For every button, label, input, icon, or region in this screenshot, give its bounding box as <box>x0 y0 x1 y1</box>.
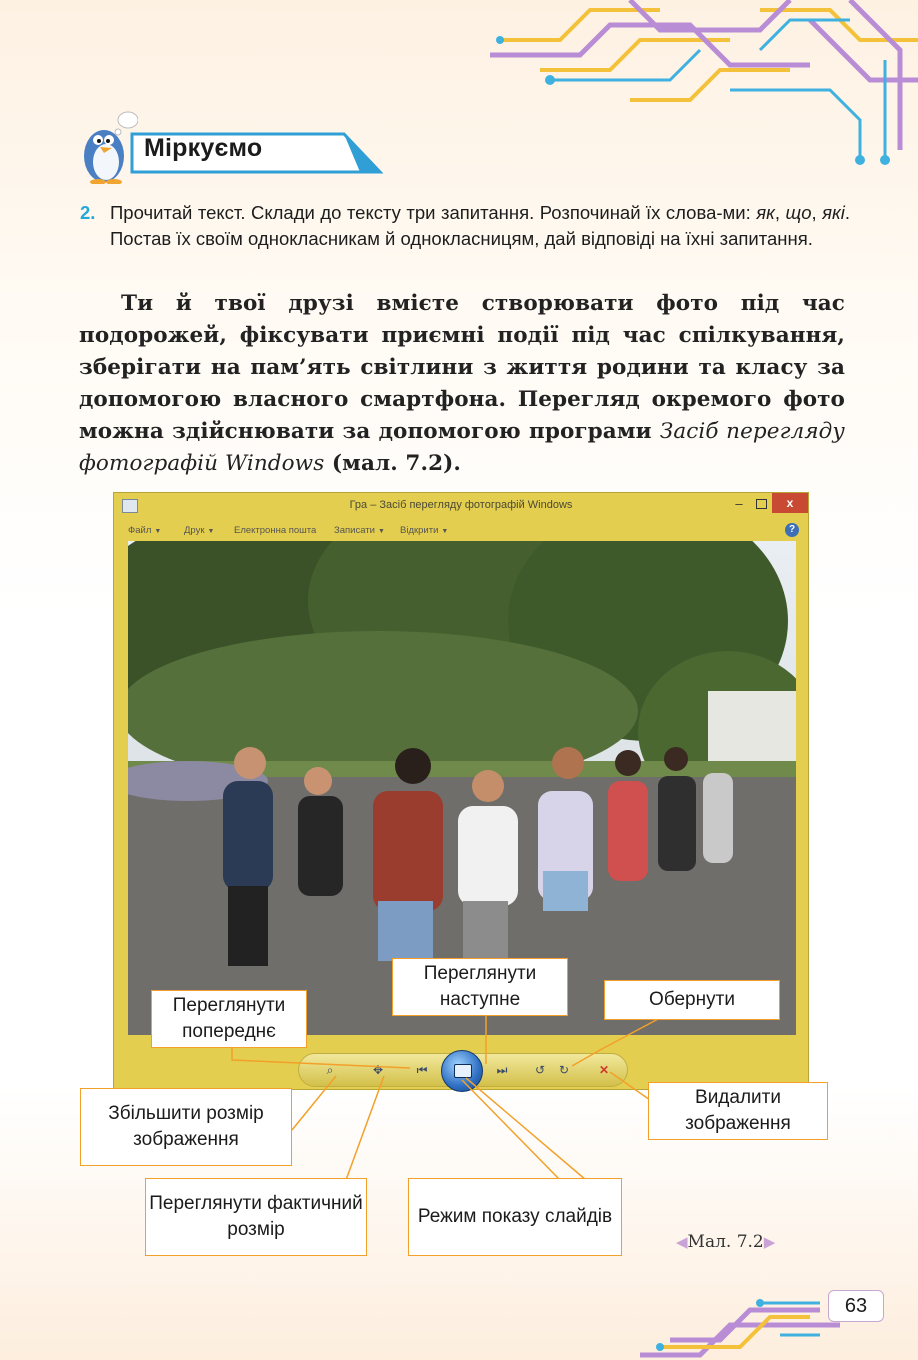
dropdown-arrow-icon: ▼ <box>441 528 449 535</box>
program-name: Засіб перегляду фотографій Windows <box>79 419 845 476</box>
menu-open[interactable]: Відкрити ▼ <box>400 525 449 536</box>
previous-icon[interactable]: ⏮ <box>416 1063 428 1077</box>
page-number: 63 <box>828 1290 884 1322</box>
zoom-icon[interactable]: ⌕ <box>326 1063 334 1077</box>
next-icon[interactable]: ⏭ <box>496 1063 508 1077</box>
actual-size-icon[interactable]: ✥ <box>372 1063 384 1077</box>
keyword-yaki: які <box>822 202 845 223</box>
menu-burn[interactable]: Записати ▼ <box>334 525 385 536</box>
minimize-button[interactable]: – <box>735 496 743 511</box>
task-number: 2. <box>80 202 96 223</box>
callout-zoom: Збільшити розмір зображення <box>80 1088 292 1166</box>
help-icon[interactable]: ? <box>785 523 799 537</box>
keyword-yak: як <box>756 202 775 223</box>
dropdown-arrow-icon: ▼ <box>207 528 215 535</box>
callout-next: Переглянути наступне <box>392 958 568 1016</box>
main-paragraph: Ти й твої друзі вмієте створювати фото під час подорожей, фіксувати приємні події під час спілкування, зберігати на пам’ять світлини з життя родини та класу за допомогою власного смартфона. Перегляд окремого фото можна здійснювати за допомогою програми Засіб перегляду фотографій Windows (мал. 7.2). <box>79 291 845 476</box>
callout-previous: Переглянути попереднє <box>151 990 307 1048</box>
callout-delete: Видалити зображення <box>648 1082 828 1140</box>
menu-email[interactable]: Електронна пошта <box>234 525 317 536</box>
rotate-left-icon[interactable]: ↺ <box>534 1063 546 1077</box>
window-title: Гра – Засіб перегляду фотографій Windows <box>349 499 573 511</box>
section-title: Міркуємо <box>144 134 263 162</box>
callout-rotate: Обернути <box>604 980 780 1020</box>
menu-file[interactable]: Файл ▼ <box>128 525 162 536</box>
task-text: Прочитай текст. Склади до тексту три запитання. Розпочинай їх слова-ми: як, що, які. Постав їх своїм однокласникам й однокласницям, дай відповіді на їхні запитання. <box>110 202 850 249</box>
dropdown-arrow-icon: ▼ <box>377 528 385 535</box>
keyword-shcho: що <box>785 202 812 223</box>
dropdown-arrow-icon: ▼ <box>154 528 162 535</box>
triangle-left-icon: ◀ <box>676 1233 688 1251</box>
rotate-right-icon[interactable]: ↻ <box>558 1063 570 1077</box>
menu-print[interactable]: Друк ▼ <box>184 525 215 536</box>
callout-actual-size: Переглянути фактичний розмір <box>145 1178 367 1256</box>
close-button[interactable]: x <box>772 493 808 513</box>
callout-slideshow: Режим показу слайдів <box>408 1178 622 1256</box>
delete-icon[interactable]: ✕ <box>598 1063 610 1077</box>
figure-caption: ◀Мал. 7.2▶ <box>676 1232 776 1252</box>
triangle-right-icon: ▶ <box>763 1233 776 1251</box>
